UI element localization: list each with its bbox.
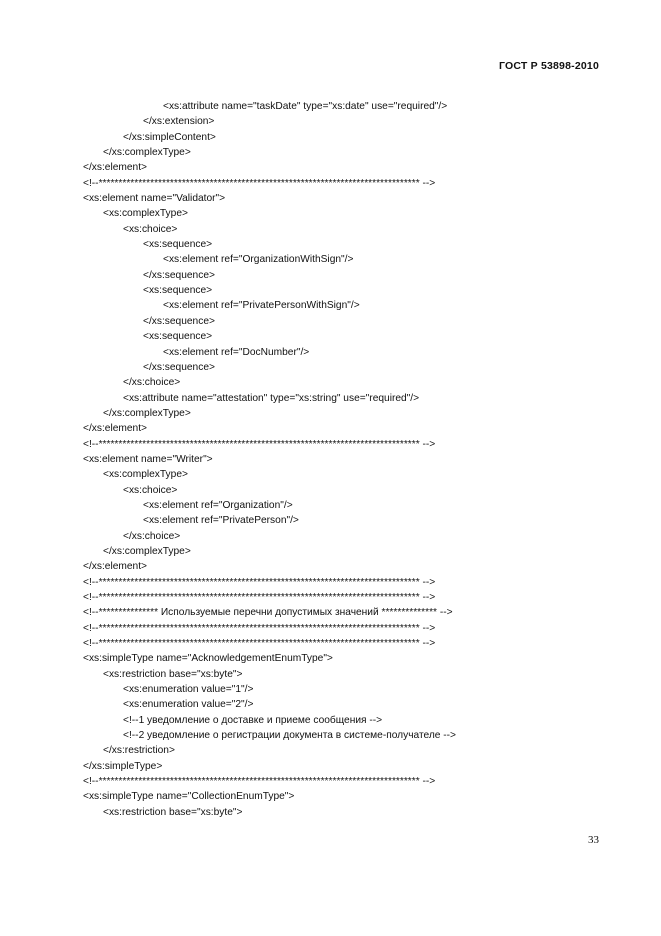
code-line: <!--********************************************************************************* -->: [83, 622, 436, 634]
code-line: <xs:sequence>: [143, 285, 213, 297]
code-line: <!--*************** Используемые перечни допустимых значений ************** -->: [83, 607, 453, 619]
code-line: <xs:element ref="DocNumber"/>: [163, 346, 310, 358]
code-line: <xs:enumeration value="2"/>: [123, 699, 254, 711]
code-line: <xs:element name="Writer">: [83, 453, 213, 465]
code-line: <!--********************************************************************************* -->: [83, 638, 436, 650]
code-line: <!--********************************************************************************* -->: [83, 592, 436, 603]
code-line: </xs:extension>: [143, 116, 215, 128]
document-standard-header: ГОСТ Р 53898-2010: [498, 60, 599, 72]
code-line: <xs:sequence>: [143, 239, 213, 251]
code-line: <xs:sequence>: [143, 331, 213, 343]
code-line: </xs:complexType>: [103, 545, 191, 557]
code-line: <xs:choice>: [123, 223, 178, 235]
code-line: <xs:element ref="Organization"/>: [143, 499, 293, 511]
code-line: <xs:element ref="PrivatePerson"/>: [143, 515, 299, 527]
code-line: </xs:complexType>: [103, 407, 191, 419]
code-line: </xs:sequence>: [143, 315, 215, 327]
xml-schema-listing: [83, 99, 603, 820]
code-line: <xs:element name="Validator">: [83, 193, 226, 205]
code-line: <xs:restriction base="xs:byte">: [103, 668, 243, 680]
code-line: <xs:attribute name="taskDate" type="xs:date" use="required"/>: [163, 101, 448, 112]
code-line: <xs:attribute name="attestation" type="xs:string" use="required"/>: [123, 392, 420, 404]
code-line: </xs:restriction>: [103, 745, 175, 757]
code-line: <xs:choice>: [123, 484, 178, 496]
page-number: 33: [588, 834, 599, 846]
code-line: <xs:simpleType name="CollectionEnumType">: [83, 791, 295, 803]
code-line: </xs:sequence>: [143, 361, 215, 373]
code-line: </xs:element>: [83, 162, 147, 174]
code-line: <xs:element ref="OrganizationWithSign"/>: [163, 254, 354, 266]
code-line: <!--********************************************************************************* -->: [83, 776, 436, 788]
code-line: <xs:simpleType name="AcknowledgementEnumType">: [83, 653, 333, 665]
code-line: </xs:choice>: [123, 530, 181, 542]
code-line: <xs:enumeration value="1"/>: [123, 684, 254, 696]
code-line: </xs:simpleContent>: [123, 131, 216, 143]
code-line: </xs:element>: [83, 561, 147, 573]
code-line: </xs:choice>: [123, 377, 181, 389]
code-line: <!--********************************************************************************* -->: [83, 576, 436, 588]
code-line: <xs:restriction base="xs:byte">: [103, 806, 243, 818]
code-line: </xs:complexType>: [103, 147, 191, 159]
code-line: <xs:complexType>: [103, 469, 188, 481]
code-line: </xs:element>: [83, 423, 147, 435]
code-line: <!--2 уведомление о регистрации документа в системе-получателе -->: [123, 730, 457, 742]
code-line: <!--********************************************************************************* -->: [83, 177, 436, 189]
code-line: <xs:element ref="PrivatePersonWithSign"/>: [163, 300, 360, 312]
code-line: </xs:simpleType>: [83, 760, 163, 772]
code-line: <!--1 уведомление о доставке и приеме сообщения -->: [123, 714, 383, 726]
code-line: <!--********************************************************************************* -->: [83, 438, 436, 450]
code-line: </xs:sequence>: [143, 269, 215, 281]
code-line: <xs:complexType>: [103, 208, 188, 220]
